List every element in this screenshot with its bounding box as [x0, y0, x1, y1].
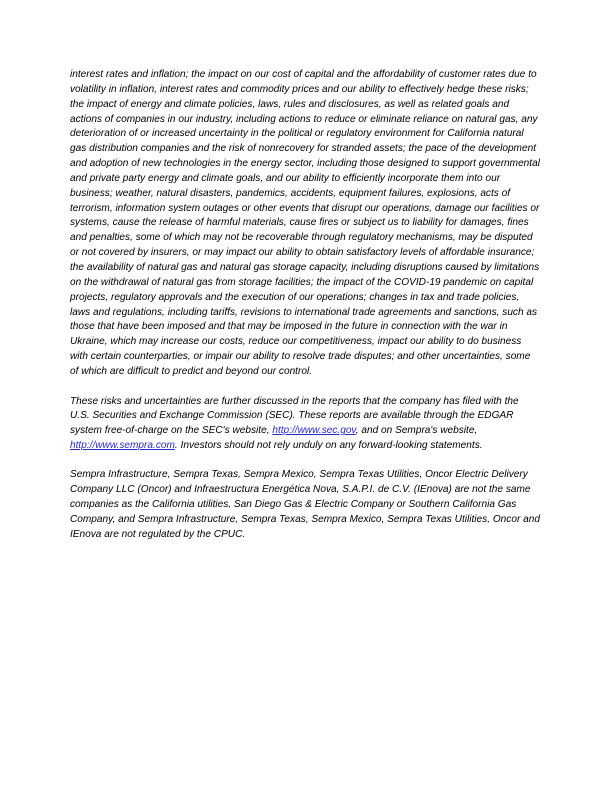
sec-gov-link[interactable]: http://www.sec.gov: [272, 425, 356, 437]
paragraph-entity-disclaimer: Sempra Infrastructure, Sempra Texas, Sempra Mexico, Sempra Texas Utilities, Oncor Electric Delivery Company LLC (Oncor) and Infraestructura Energética Nova, S.A.P.I. de C.V. (IEnova) are not the same companies as the California utilities, San Diego Gas & Electric Company or Southern California Gas Company, and Sempra Infrastructure, Sempra Texas, Sempra Mexico, Sempra Texas Utilities, Oncor and IEnova are not regulated by the CPUC.: [70, 469, 540, 540]
sempra-com-link[interactable]: http://www.sempra.com: [70, 440, 175, 452]
sec-reports-text-part-3: . Investors should not rely unduly on any forward-looking statements.: [174, 440, 483, 452]
document-body: [70, 68, 540, 543]
paragraph-forward-looking-risks: interest rates and inflation; the impact on our cost of capital and the affordability of customer rates due to volatility in inflation, interest rates and commodity prices and our ability to effectively hedge these risks; the impact of energy and climate policies, laws, rules and disclosures, as well as related goals and actions of companies in our industry, including actions to reduce or eliminate reliance on natural gas, any deterioration of or increased uncertainty in the political or regulatory environment for California natural gas distribution companies and the risk of nonrecovery for stranded assets; the pace of the development and adoption of new technologies in the energy sector, including those designed to support governmental and private party energy and climate goals, and our ability to efficiently incorporate them into our business; weather, natural disasters, pandemics, accidents, equipment failures, explosions, acts of terrorism, information system outages or other events that disrupt our operations, damage our facilities or systems, cause the release of harmful materials, cause fires or subject us to liability for damages, fines and penalties, some of which may not be recoverable through regulatory mechanisms, may be disputed or not covered by insurers, or may impact our ability to obtain satisfactory levels of affordable insurance; the availability of natural gas and natural gas storage capacity, including disruptions caused by limitations on the withdrawal of natural gas from storage facilities; the impact of the COVID-19 pandemic on capital projects, regulatory approvals and the execution of our operations; changes in tax and trade policies, laws and regulations, including tariffs, revisions to international trade agreements and sanctions, such as those that have been imposed and that may be imposed in the future in connection with the war in Ukraine, which may increase our costs, reduce our competitiveness, impact our ability to do business with certain counterparties, or impair our ability to resolve trade disputes; and other uncertainties, some of which are difficult to predict and beyond our control.: [70, 69, 540, 377]
sec-reports-text-part-2: , and on Sempra's website,: [355, 425, 478, 437]
paragraph-sec-reports: [70, 395, 540, 454]
sec-reports-text-part-1: These risks and uncertainties are further discussed in the reports that the company has filed with the U.S. Securities and Exchange Commission (SEC). These reports are available through the EDGAR system free-of-charge on the SEC's website,: [70, 395, 519, 437]
